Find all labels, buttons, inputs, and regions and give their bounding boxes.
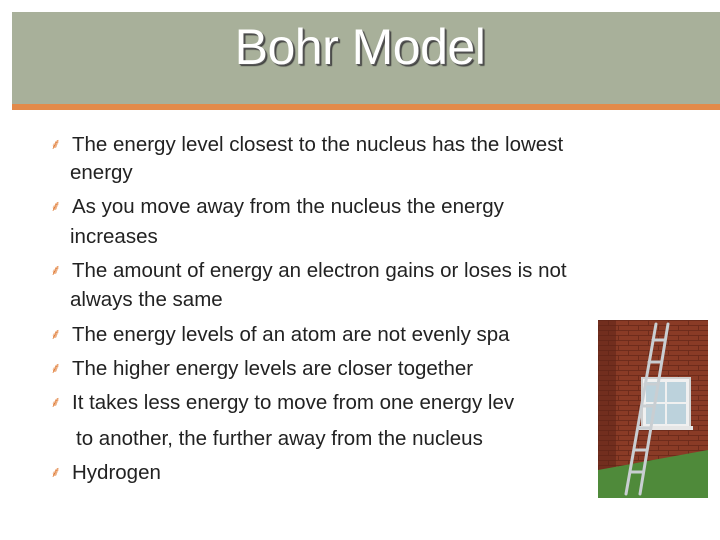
bullet-text: The amount of energy an electron gains or loses is not [72, 259, 567, 282]
scroll-bullet-icon: ⸙ [50, 136, 62, 153]
slide-title: Bohr Model [234, 19, 486, 75]
window [639, 378, 693, 430]
bullet-item [0, 190, 720, 224]
scroll-bullet-icon: ⸙ [50, 360, 62, 377]
scroll-bullet-icon: ⸙ [50, 464, 62, 481]
bullet-continuation: to another, the further away from the nucleus [76, 427, 483, 450]
bullet-item [0, 254, 720, 288]
bullet-text: The energy levels of an atom are not evenly spa [72, 323, 510, 346]
bullet-continuation: energy [70, 161, 133, 184]
ladder-illustration [598, 320, 708, 498]
ladder-wall-image [598, 320, 708, 498]
scroll-bullet-icon: ⸙ [50, 394, 62, 411]
bullet-text: Hydrogen [72, 461, 161, 484]
bullet-text: The energy level closest to the nucleus has the lowest [72, 133, 564, 156]
bullet-item [0, 128, 720, 162]
bullet-continuation: always the same [70, 288, 223, 311]
bullet-text: As you move away from the nucleus the energy [72, 195, 504, 218]
bullet-text: The higher energy levels are closer together [72, 357, 474, 380]
scroll-bullet-icon: ⸙ [50, 326, 62, 343]
scroll-bullet-icon: ⸙ [50, 262, 62, 279]
bullet-text: It takes less energy to move from one energy lev [72, 391, 515, 414]
bullet-continuation: increases [70, 225, 158, 248]
scroll-bullet-icon: ⸙ [50, 198, 62, 215]
title-accent-line [12, 104, 720, 110]
